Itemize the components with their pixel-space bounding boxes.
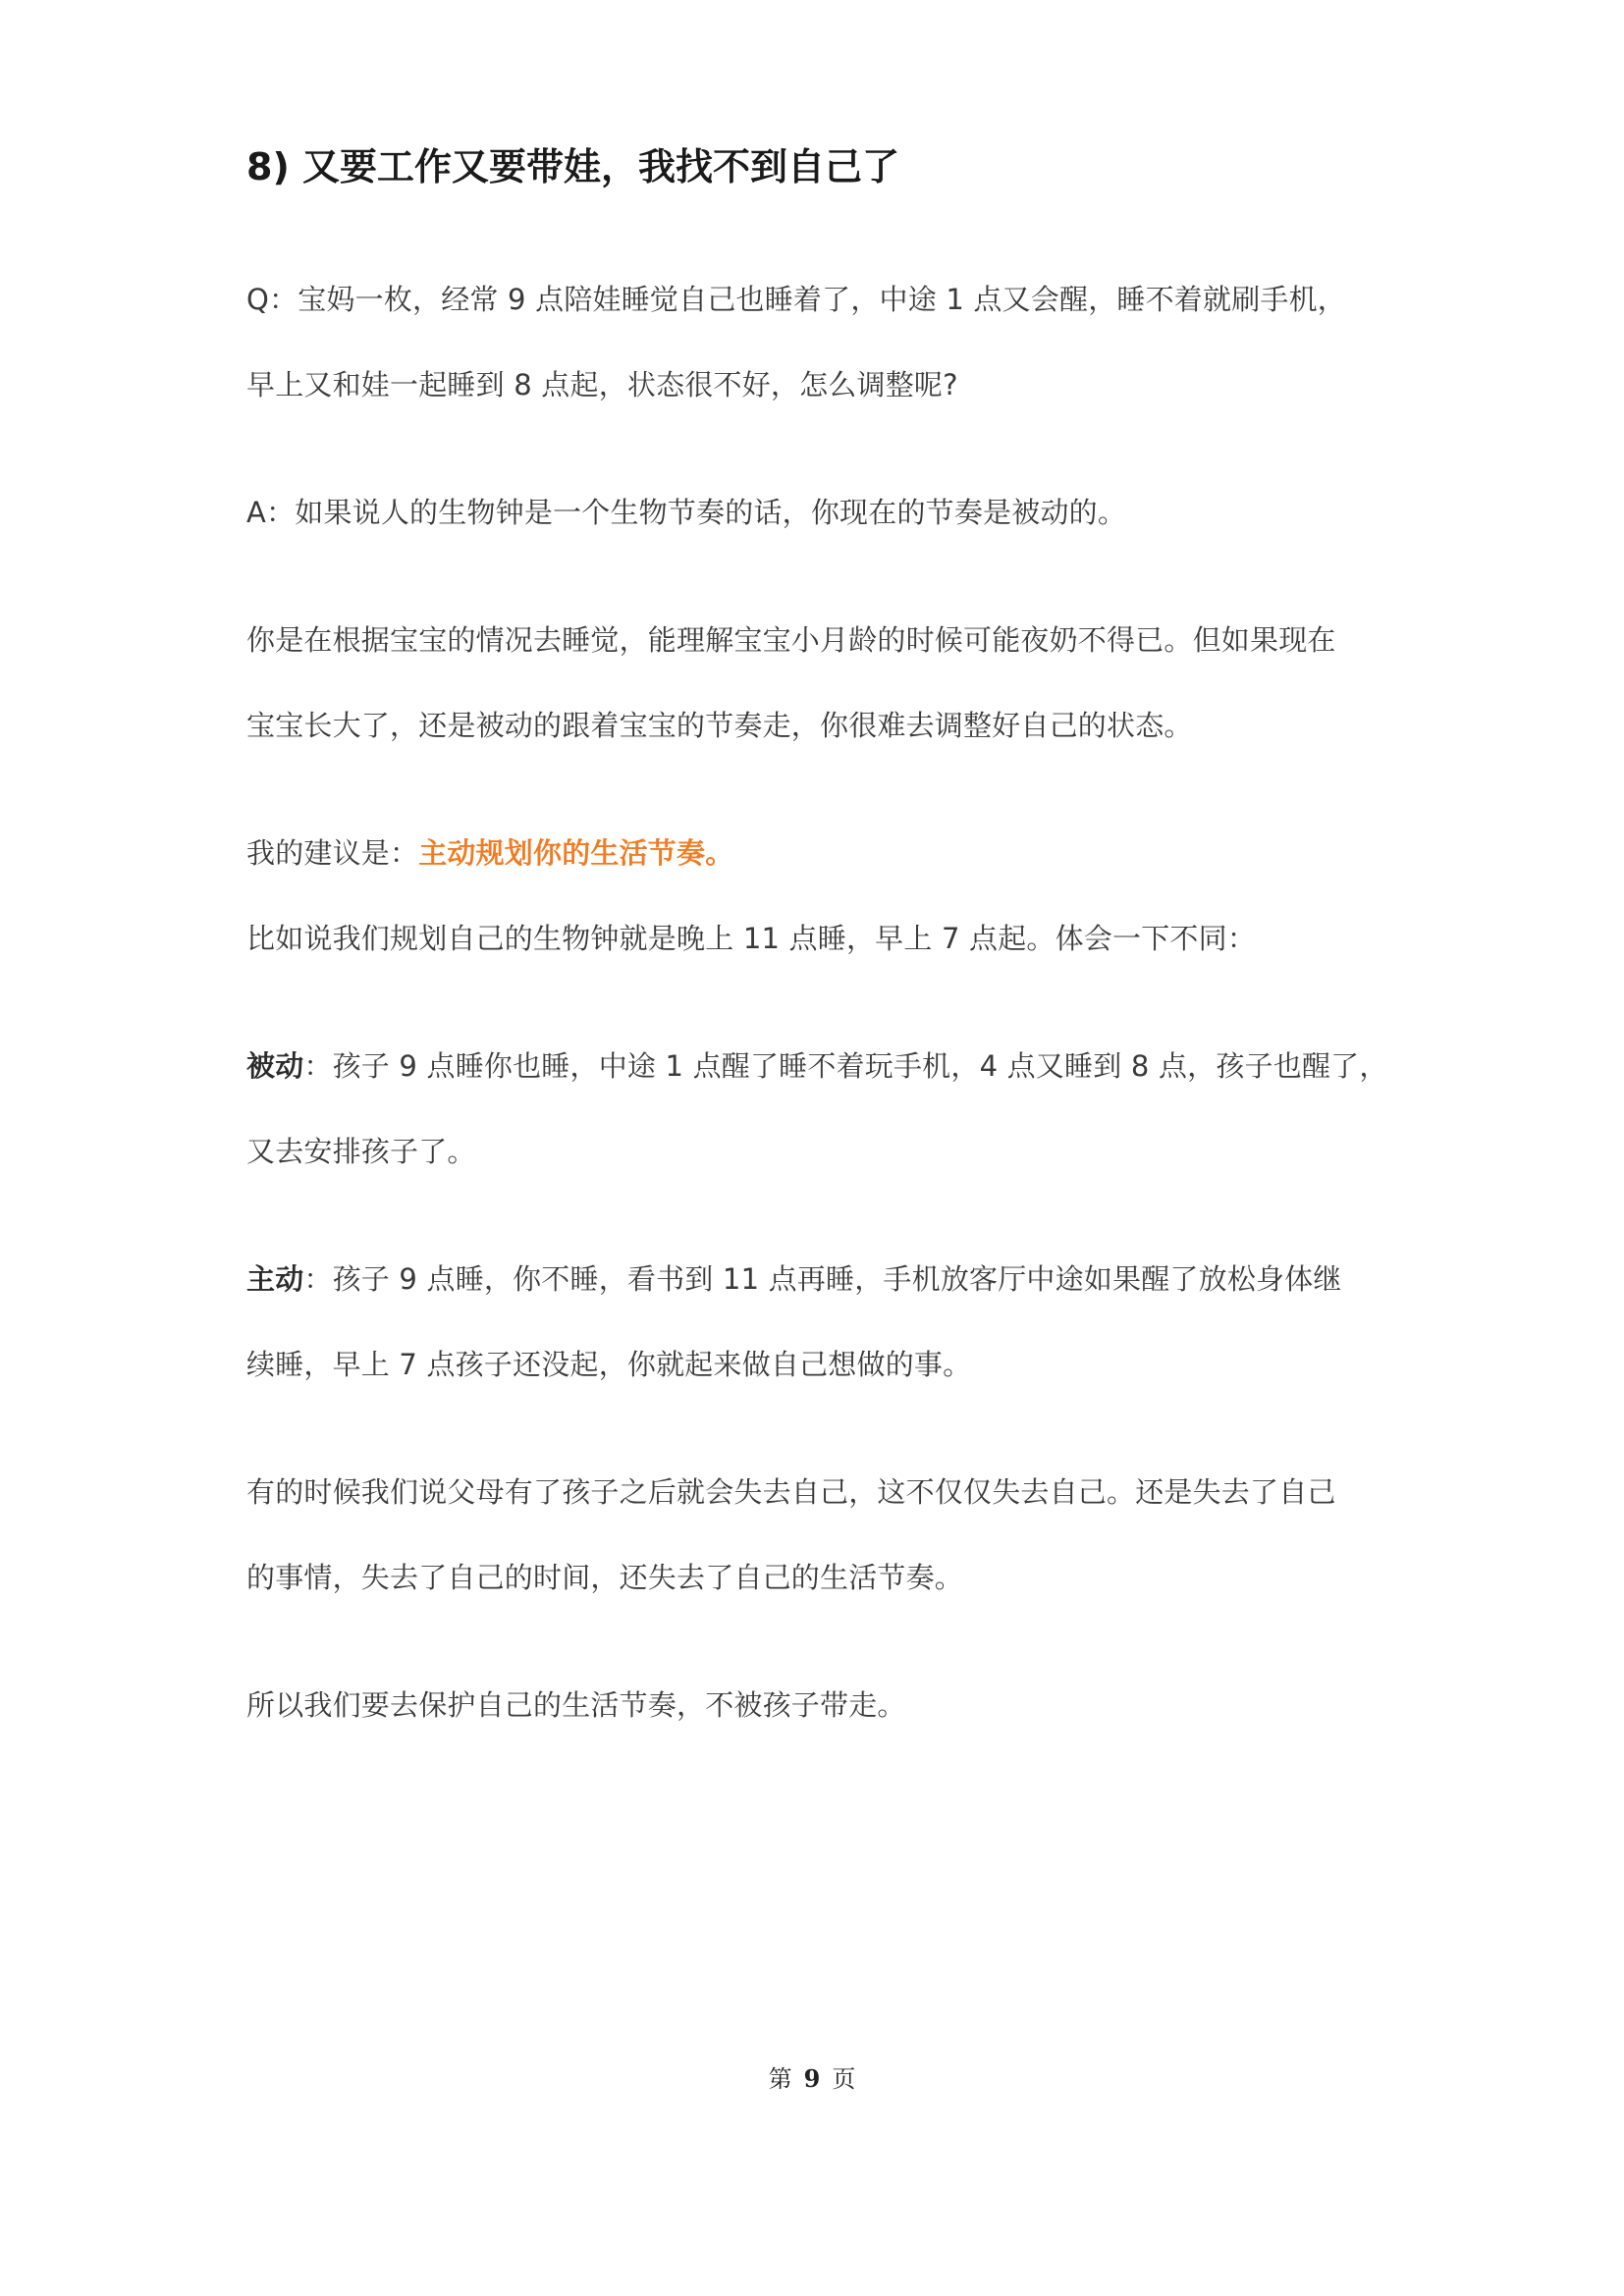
passive-line-2: 又去安排孩子了。: [246, 1135, 476, 1168]
active-label: 主动: [246, 1262, 304, 1296]
active-line-2: 续睡，早上 7 点孩子还没起，你就起来做自己想做的事。: [246, 1348, 972, 1381]
passive-label: 被动: [246, 1049, 304, 1083]
parents-line-1: 有的时候我们说父母有了孩子之后就会失去自己，这不仅仅失去自己。还是失去了自己: [246, 1475, 1336, 1509]
section-heading: 8) 又要工作又要带娃，我找不到自己了: [246, 145, 900, 188]
parents-line-2: 的事情，失去了自己的时间，还失去了自己的生活节奏。: [246, 1561, 964, 1594]
footer-suffix: 页: [832, 2065, 856, 2093]
passive-line-1: [246, 1024, 1395, 1109]
spacer: [246, 556, 1395, 598]
page-content: [246, 128, 1395, 1748]
spacer: [246, 206, 1395, 257]
spacer: [246, 769, 1395, 811]
page-number: 9: [803, 2064, 821, 2093]
example-line: 比如说我们规划自己的生物钟就是晚上 11 点睡，早上 7 点起。体会一下不同：: [246, 922, 1257, 955]
passive-text: ：孩子 9 点睡你也睡，中途 1 点醒了睡不着玩手机，4 点又睡到 8 点，孩子也醒了，: [303, 1049, 1388, 1083]
baby-paragraph-line-1: 你是在根据宝宝的情况去睡觉，能理解宝宝小月龄的时候可能夜奶不得已。但如果现在: [246, 623, 1336, 657]
suggestion-prefix: 我的建议是：: [246, 836, 419, 870]
active-line-1: [246, 1237, 1395, 1322]
suggestion-line: [246, 811, 1395, 896]
spacer: [246, 1195, 1395, 1237]
answer-line-1: A：如果说人的生物钟是一个生物节奏的话，你现在的节奏是被动的。: [246, 496, 1127, 529]
conclusion-line: 所以我们要去保护自己的生活节奏，不被孩子带走。: [246, 1688, 906, 1722]
page-footer: [0, 2059, 1624, 2099]
spacer: [246, 428, 1395, 470]
spacer: [246, 1408, 1395, 1450]
question-line-2: 早上又和娃一起睡到 8 点起，状态很不好，怎么调整呢?: [246, 368, 958, 401]
footer-prefix: 第: [768, 2065, 792, 2093]
active-text: ：孩子 9 点睡，你不睡，看书到 11 点再睡，手机放客厅中途如果醒了放松身体继: [303, 1262, 1342, 1296]
spacer: [246, 1621, 1395, 1663]
suggestion-highlight: 主动规划你的生活节奏。: [418, 836, 734, 870]
question-line-1: Q：宝妈一枚，经常 9 点陪娃睡觉自己也睡着了，中途 1 点又会醒，睡不着就刷手机，: [246, 283, 1347, 316]
baby-paragraph-line-2: 宝宝长大了，还是被动的跟着宝宝的节奏走，你很难去调整好自己的状态。: [246, 709, 1193, 742]
spacer: [246, 982, 1395, 1024]
